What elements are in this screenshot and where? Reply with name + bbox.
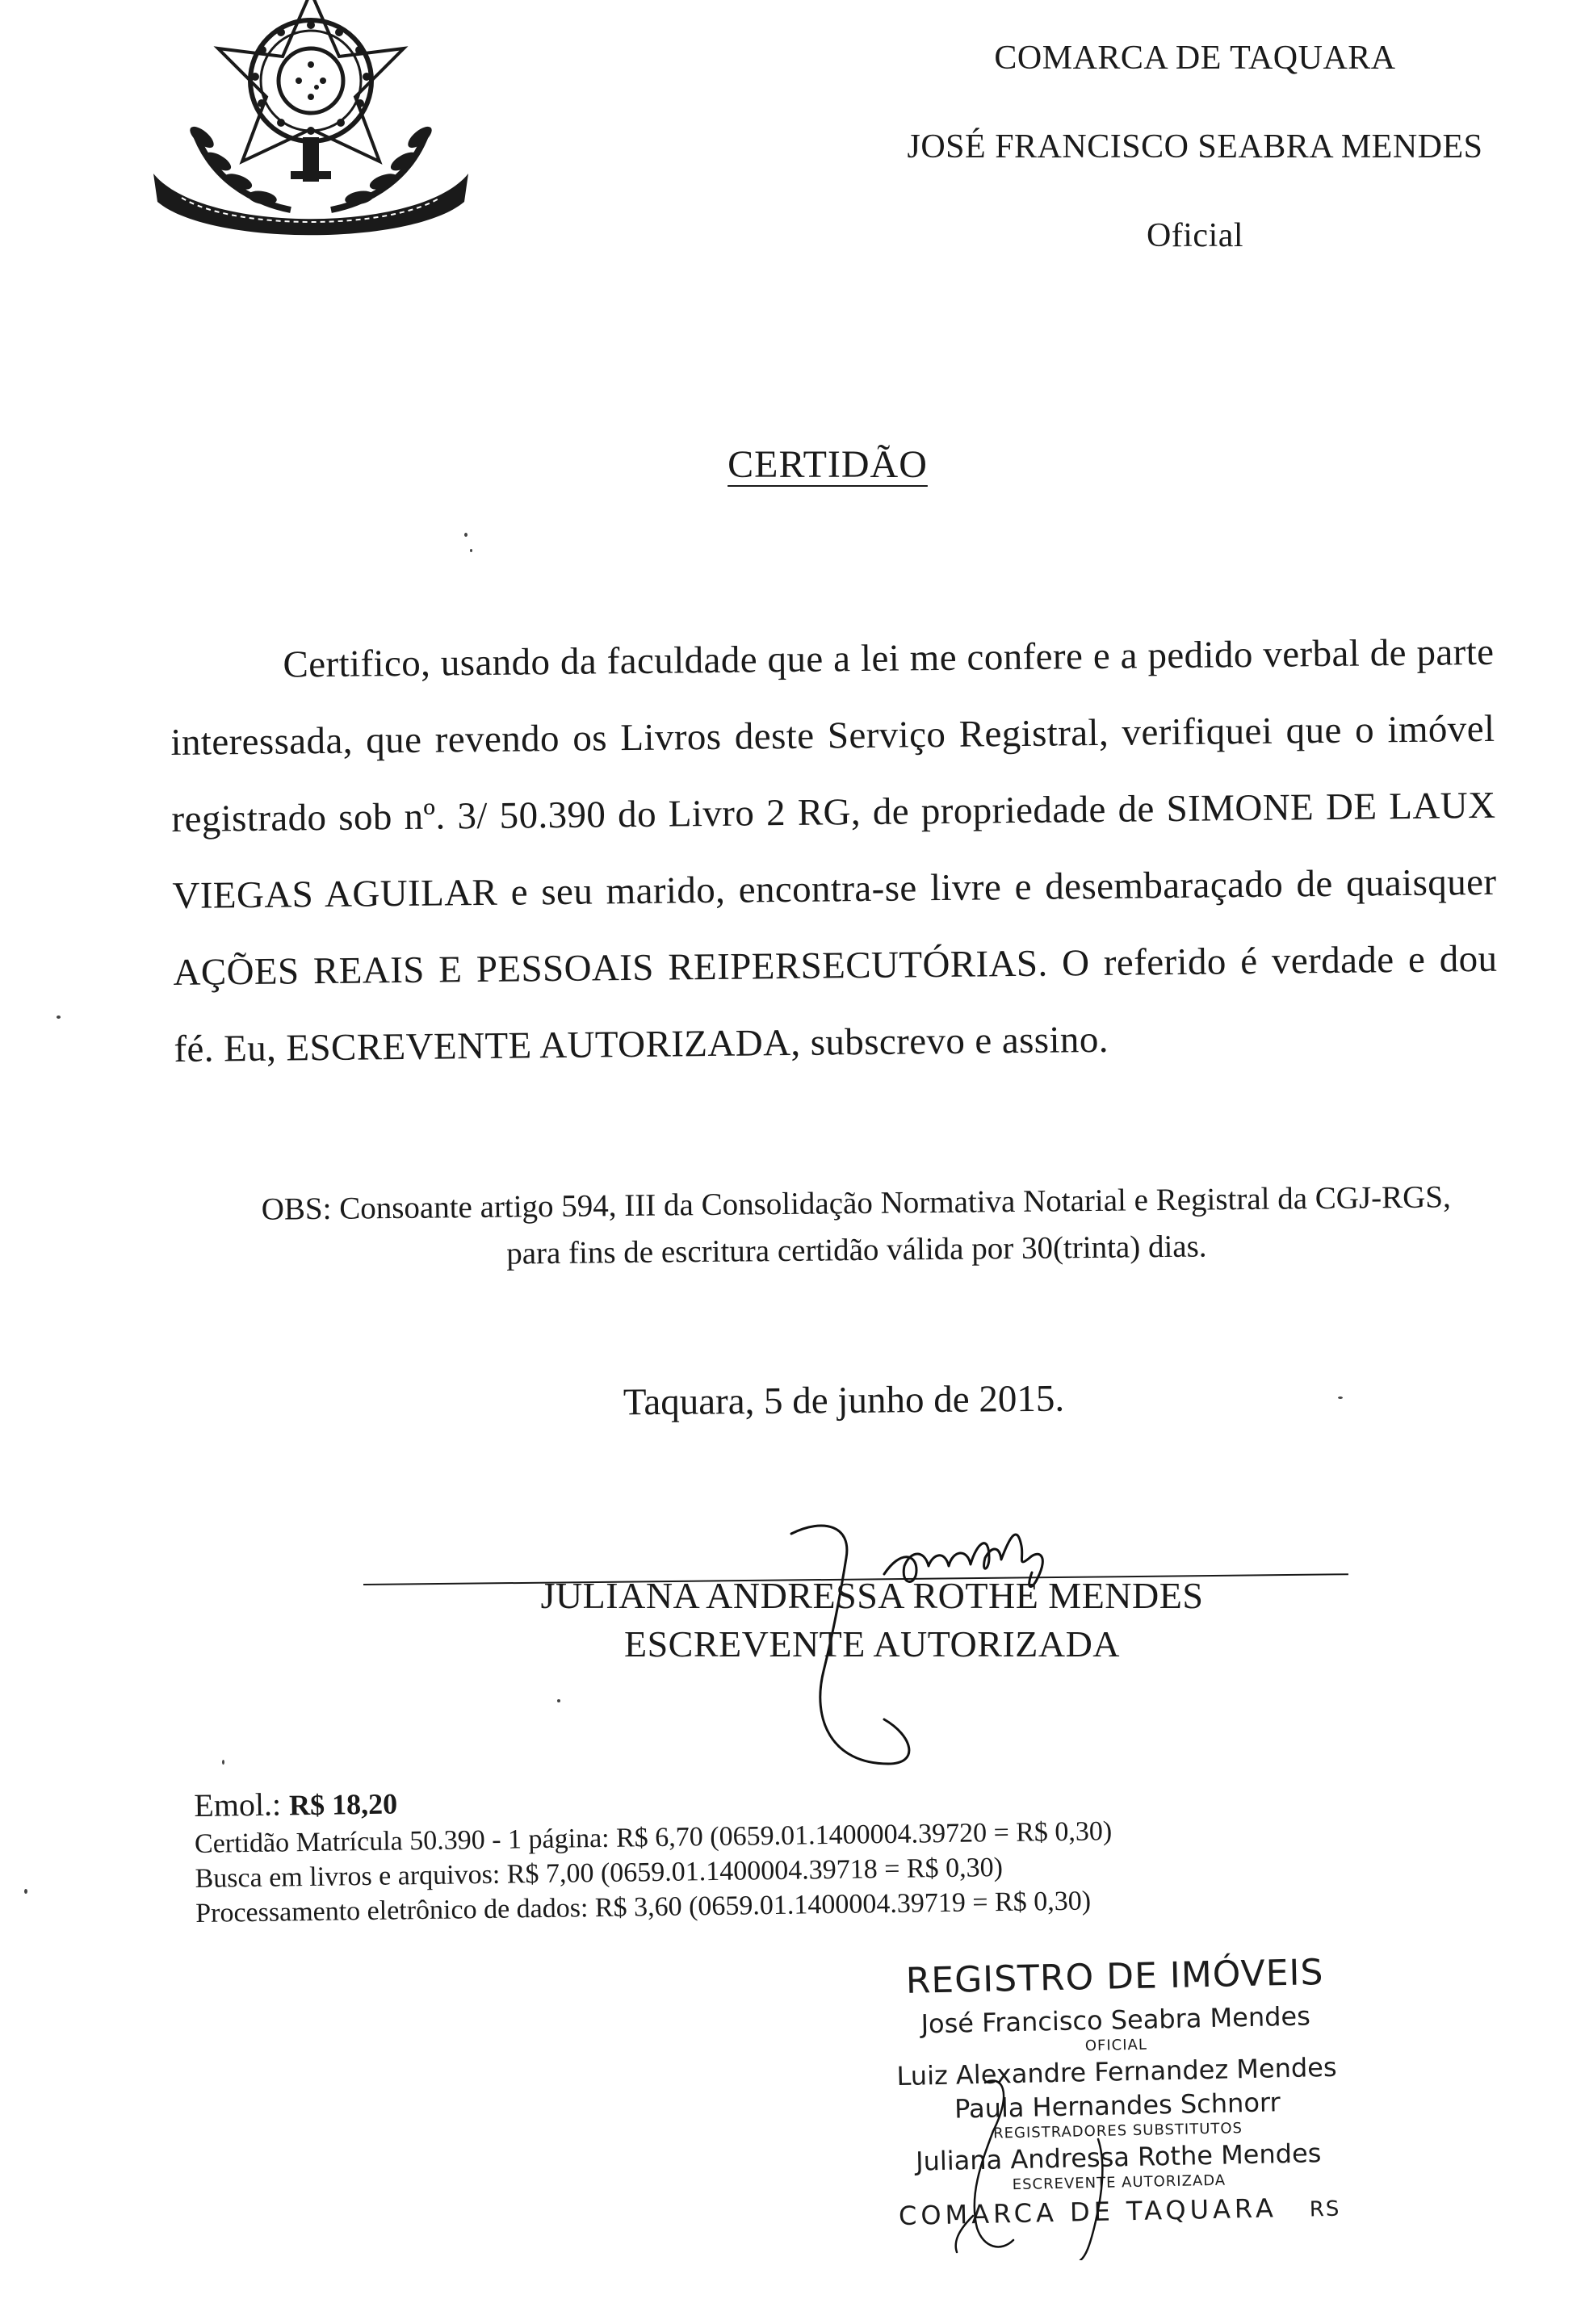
scan-speck: [464, 533, 468, 537]
stamp-substitute: Paula Hernandes Schnorr: [954, 2087, 1281, 2125]
observation-note: OBS: Consoante artigo 594, III da Consolidação Normativa Notarial e Registral da CGJ-RGS, para fins de escritura certidão válida por 30(trinta) dias.: [261, 1179, 1451, 1271]
stamp-official-role: OFICIAL: [1084, 2036, 1148, 2055]
signer-role: ESCREVENTE AUTORIZADA: [623, 1623, 1121, 1664]
fees-block: [194, 1769, 1407, 1931]
place-date: Taquara, 5 de junho de 2015.: [623, 1377, 1065, 1424]
scan-speck: [57, 1015, 61, 1019]
fee-line: Busca em livros e arquivos: R$ 7,00 (0659.01.1400004.39718 = R$ 0,30): [195, 1853, 1004, 1894]
signer-name: JULIANA ANDRESSA ROTHE MENDES: [540, 1575, 1204, 1616]
certificate-body: Certifico, usando da faculdade que a lei me confere e a pedido verbal de parte interessada, que revendo os Livros deste Serviço Registral, verifiquei que o imóvel registrado sob nº. 3/ 50.390 do Livro 2 RG, de propriedade de SIMONE DE LAUX VIEGAS AGUILAR e seu marido, encontra-se livre e desembaraçado de quaisquer AÇÕES REAIS E PESSOAIS REIPERSECUTÓRIAS. O referido é verdade e dou fé. Eu, ESCREVENTE AUTORIZADA, subscrevo e assino.: [170, 630, 1498, 1070]
stamp-signature-mark: [937, 2066, 1195, 2260]
stamp-state: RS: [1309, 2196, 1341, 2222]
county-name: COMARCA DE TAQUARA: [994, 40, 1396, 77]
stamp-official: José Francisco Seabra Mendes: [920, 2000, 1311, 2040]
stamp-substitute: Luiz Alexandre Fernandez Mendes: [896, 2051, 1337, 2092]
document-title: [0, 442, 1585, 487]
fee-line: Certidão Matrícula 50.390 - 1 página: R$ 6,70 (0659.01.1400004.39720 = R$ 0,30): [194, 1816, 1113, 1859]
scan-speck: [1338, 1396, 1343, 1399]
stamp-clerk-role: ESCREVENTE AUTORIZADA: [1012, 2171, 1226, 2194]
coat-of-arms-emblem: [137, 0, 484, 250]
stamp-substitutes-role: REGISTRADORES SUBSTITUTOS: [992, 2120, 1243, 2142]
scan-speck: [470, 549, 472, 552]
stamp-county: COMARCA DE TAQUARA: [898, 2192, 1278, 2232]
official-role: Oficial: [1146, 217, 1244, 254]
fee-line: Processamento eletrônico de dados: R$ 3,60 (0659.01.1400004.39719 = R$ 0,30): [195, 1886, 1092, 1928]
scan-speck: [222, 1760, 224, 1765]
stamp-title: REGISTRO DE IMÓVEIS: [905, 1952, 1324, 2002]
fees-label: Emol.:: [194, 1786, 282, 1824]
scan-speck: [24, 1889, 27, 1894]
scan-speck: [557, 1699, 560, 1702]
document-title-text: CERTIDÃO: [728, 443, 928, 486]
fees-total-amount: R$ 18,20: [288, 1787, 398, 1822]
official-name: JOSÉ FRANCISCO SEABRA MENDES: [907, 128, 1483, 165]
stamp-clerk: Juliana Andressa Rothe Mendes: [915, 2138, 1322, 2177]
